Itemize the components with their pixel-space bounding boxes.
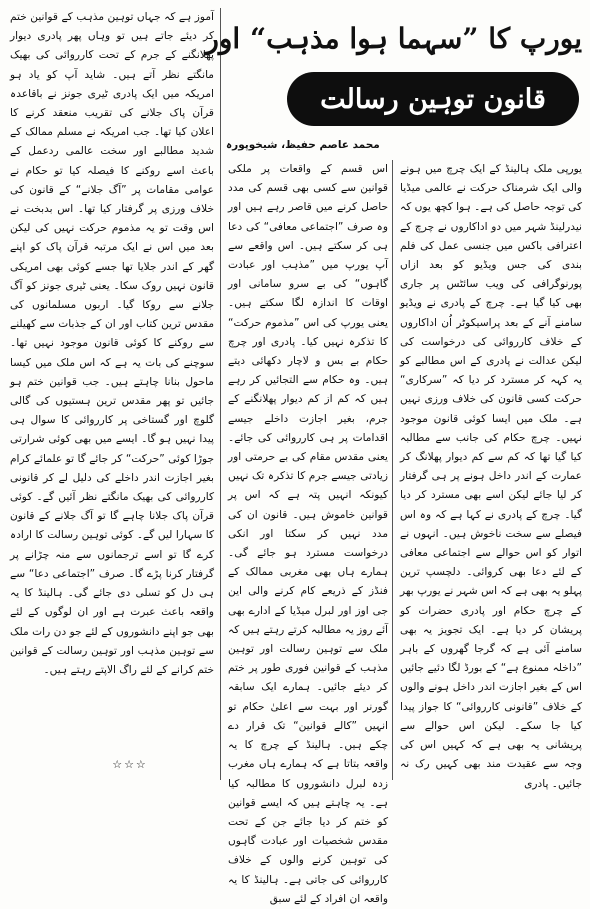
column-divider-left (220, 8, 221, 780)
column-right-text: یورپی ملک ہالینڈ کے ایک چرچ میں ہونے والی ایک شرمناک حرکت نے عالمی میڈیا کی توجہ حاصل کی ہے۔ ہوا کچھ یوں کہ نیدرلینڈ شہر میں دو اداکاروں نے چرچ کے اعترافی باکس میں جنسی عمل کی فلم بندی کی جس ویڈیو کو بعد ازاں پورنوگرافی کی ویب سائٹس پر جاری بھی کیا گیا ہے۔ چرچ کے پادری نے ویڈیو سامنے آنے کے بعد پراسیکوٹر اُن اداکاروں کے خلاف کارروائی کی درخواست کی لیکن عدالت نے پادری کے اس مطالبے کو یہ کہہ کر مسترد کر دیا کہ ”سرکاری“ حرکت کسی قانون کی خلاف ورزی نہیں ہے۔ ملک میں ایسا کوئی قانون موجود نہیں۔ چرچ حکام کی جانب سے مطالبہ کیا گیا تھا کہ کم سے کم دیوار پھلانگ کر عمارت کے اندر داخل ہونے پر ہی گرفتار کر لیا جائے لیکن اسے بھی مسترد کر دیا گیا۔ چرچ کے پادری نے کہا ہے کہ وہ اس فیصلے سے سخت ناخوش ہیں۔ انہوں نے اتوار کو اس حوالے سے اجتماعی معافی کے لئے دعا بھی کروائی۔ دلچسپ ترین پہلو یہ بھی ہے کہ اس شہر نے یورپ بھر کے چرچ حکام اور پادری حضرات کو پریشان کر دیا ہے۔ ایک تجویز یہ بھی سامنے آئی ہے کہ گرجا گھروں کے باہر ”داخلہ ممنوع ہے“ کے بورڈ لگا دئیے جائیں اس کے بغیر اجازت اندر داخل ہونے والوں کے خلاف ”قانونی کارروائی“ کا جواز پیدا کیا جا سکے۔ لیکن اس حوالے سے پریشانی یہ بھی ہے کہ کہیں اس کی وجہ سے عقیدت مند بھی کہیں رک نہ جائیں۔ پادری (400, 163, 582, 790)
article-column-left (10, 8, 214, 753)
article-column-middle (228, 160, 388, 905)
end-marker: ☆☆☆ (112, 758, 148, 771)
column-middle-text: اس قسم کے واقعات پر ملکی قوانین سے کسی بھی قسم کی مدد حاصل کرنے میں قاصر رہے ہیں اور وہ صرف ”اجتماعی معافی“ کی دعا ہی کر سکتے ہیں۔ اس واقعے سے آپ یورپ میں ”مذہب اور عبادت گاہوں“ کی بے سرو سامانی اور اوقات کا اندازہ لگا سکتے ہیں۔ یعنی یورپ کی اس ”مذموم حرکت“ کا تذکرہ نہیں کیا۔ پادری اور چرچ حکام بے بس و لاچار دکھائی دیتے ہیں۔ وہ حکام سے التجائیں کر رہے ہیں کہ کم از کم دیوار پھلانگنے کے جرم، بغیر اجازت داخلے جیسے اقدامات پر ہی کارروائی کی جائے۔ یعنی مقدس مقام کی بے حرمتی اور زیادتی جیسے جرم کا تذکرہ تک نہیں کیونکہ انہیں پتہ ہے کہ اس پر قوانین خاموش ہیں۔ قانون ان کی مدد نہیں کر سکتا اور انکی درخواست مسترد ہو جائے گی۔ ہمارے ہاں بھی مغربی ممالک کے فنڈز کے ذریعے کام کرنے والی این جی اوز اور لبرل میڈیا کے ادارے بھی آئے روز یہ مطالبہ کرتے رہتے ہیں کہ ملک سے توہین رسالت اور توہین مذہب کے قوانین فوری طور پر ختم کر دیئے جائیں۔ ہمارے ایک سابقہ گورنر اور بہت سے اعلیٰ حکام تو انہیں ”کالے قوانین“ تک قرار دے چکے ہیں۔ ہالینڈ کے چرچ کا یہ واقعہ بتاتا ہے کہ ہمارے ہاں مغرب زدہ لبرل دانشوروں کا مطالبہ کیا ہے۔ یہ چاہتے ہیں کہ ایسے قوانین کو ختم کر دیا جائے جن کے تحت مقدس شخصیات اور عبادت گاہوں کی توہین کرنے والوں کے خلاف کارروائی کی جاتی ہے۔ ہالینڈ کا یہ واقعہ ان افراد کے لئے سبق (228, 163, 388, 905)
byline: محمد عاصم حفیظ، شیخوپورہ (226, 139, 380, 151)
headline-top: یورپ کا ”سہما ہوا مذہب“ اور (205, 22, 582, 55)
article-column-right (400, 160, 582, 790)
headline-banner: قانون توہین رسالت (287, 72, 579, 126)
column-divider-right (392, 160, 393, 780)
column-left-text: آموز ہے کہ جہاں توہین مذہب کے قوانین ختم کر دیئے جاتے ہیں تو وہاں پھر پادری دیوار پھلانگنے کے جرم کے تحت کارروائی کی بھیک مانگتے نظر آتے ہیں۔ شاید آپ کو یاد ہو امریکہ میں ایک پادری ٹیری جونز نے باقاعدہ قرآن پاک جلانے کی تقریب منعقد کرنے کا اعلان کیا تھا۔ جب امریکہ نے مسلم ممالک کے شدید مطالبے اور سخت عالمی ردعمل کے باعث اسے روکنے کا فیصلہ کیا تو حکام نے عوامی مقامات پر ”آگ جلانے“ کے قانون کی خلاف ورزی پر گرفتار کیا تھا۔ اس بدبخت نے اس وقت تو یہ مذموم حرکت نہیں کی لیکن بعد میں اس نے ایک مرتبہ قرآن پاک کو اپنے گھر کے اندر جلایا تھا جسے کوئی بھی امریکی قانون نہیں روک سکا۔ یعنی ٹیری جونز کو آگ جلانے سے روکا گیا۔ اربوں مسلمانوں کی مقدس ترین کتاب اور ان کے جذبات سے کھیلنے سے روکنے کا کوئی قانون موجود نہیں تھا۔ سوچنے کی بات یہ ہے کہ اس ملک میں کیسا ماحول بنانا چاہتے ہیں۔ جب قوانین ختم ہو جائیں تو پھر مقدس ترین ہستیوں کی گالی گلوچ اور گستاخی پر کارروائی کا سوال ہی پیدا نہیں ہو گا۔ ایسے میں بھی کوئی شرارتی جوڑا کوئی ”حرکت“ کر جائے گا تو علمائے کرام بغیر اجازت اندر داخلے کی دلیل لے کر قانونی کارروائی کی بھیک مانگتے نظر آئیں گے۔ کوئی قرآن پاک جلانا چاہے گا تو آگ جلانے کے قانون کا سہارا لیں گے۔ کوئی توہین رسالت کا ارادہ کرے گا تو اسے ترجمانوں سے منہ چڑانے پر گرفتار کرنا پڑے گا۔ صرف ”اجتماعی دعا“ سے ہی دل کو تسلی دی جائے گی۔ ہالینڈ کا یہ واقعہ باعث عبرت ہے اور ان لوگوں کے لئے بھی جو اپنے دانشوروں کے لئے جو دن رات ملک سے توہین مذہب اور توہین رسالت کے قوانین ختم کرانے کے لئے راگ الاپتے رہتے ہیں۔ (10, 11, 214, 676)
